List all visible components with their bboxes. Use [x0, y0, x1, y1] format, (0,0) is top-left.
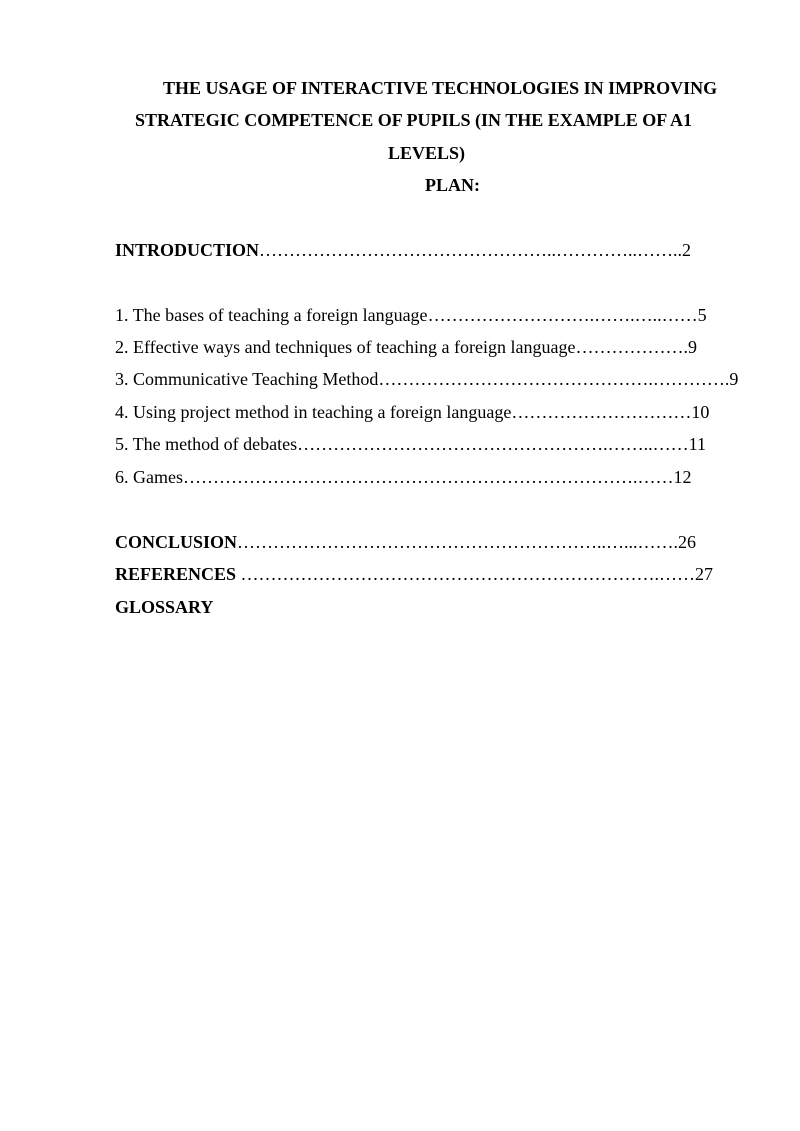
toc-leader-dots: …………………………………………….……..……: [297, 434, 689, 454]
toc-leader-dots: …………………………………………..…………..……..: [259, 240, 683, 260]
toc-entry-label: 1. The bases of teaching a foreign language: [115, 305, 428, 325]
toc-row-references: [115, 565, 713, 583]
toc-leader-dots: ……………………………………….………….: [378, 369, 730, 389]
toc-leader-dots: ……………………………………………………..…...…….: [237, 532, 679, 552]
toc-entry-label: INTRODUCTION: [115, 240, 260, 260]
document-title-line-2: STRATEGIC COMPETENCE OF PUPILS (IN THE EXAMPLE OF A1: [135, 110, 693, 130]
toc-row-3: [115, 370, 738, 388]
toc-entry-label: 2. Effective ways and techniques of teaching a foreign language: [115, 337, 576, 357]
toc-row-2: [115, 338, 697, 356]
toc-row-1: [115, 306, 707, 324]
document-title-line-3: LEVELS): [388, 143, 466, 163]
toc-page-number: 12: [673, 467, 692, 487]
toc-page-number: 26: [678, 532, 697, 552]
toc-leader-dots: ………………………………………………………………….……: [182, 467, 674, 487]
toc-page-number: 5: [697, 305, 707, 325]
toc-row-4: [115, 403, 709, 421]
toc-row-introduction: [115, 241, 691, 259]
toc-row-glossary: [115, 598, 213, 616]
toc-row-conclusion: [115, 533, 696, 551]
toc-entry-label: 4. Using project method in teaching a foreign language: [115, 402, 512, 422]
toc-entry-label: 5. The method of debates: [115, 434, 298, 454]
plan-heading: PLAN:: [425, 175, 480, 195]
toc-leader-dots: …………………………: [511, 402, 692, 422]
toc-page-number: 11: [688, 434, 706, 454]
toc-page-number: 27: [695, 564, 714, 584]
toc-entry-label: 3. Communicative Teaching Method: [115, 369, 379, 389]
toc-leader-dots: …………………………………………………………….……: [236, 564, 696, 584]
toc-page-number: 10: [691, 402, 710, 422]
toc-leader-dots: ……………………….…….…..……: [427, 305, 698, 325]
toc-page-number: 9: [729, 369, 739, 389]
toc-entry-label: 6. Games: [115, 467, 183, 487]
toc-row-5: [115, 435, 706, 453]
toc-entry-label: GLOSSARY: [115, 597, 214, 617]
toc-row-6: [115, 468, 691, 486]
toc-leader-dots: ……………….: [575, 337, 688, 357]
document-title-line-1: THE USAGE OF INTERACTIVE TECHNOLOGIES IN IMPROVING: [163, 78, 718, 98]
toc-entry-label: CONCLUSION: [115, 532, 238, 552]
toc-page-number: 9: [688, 337, 697, 357]
toc-entry-label: REFERENCES: [115, 564, 237, 584]
toc-page-number: 2: [682, 240, 692, 260]
